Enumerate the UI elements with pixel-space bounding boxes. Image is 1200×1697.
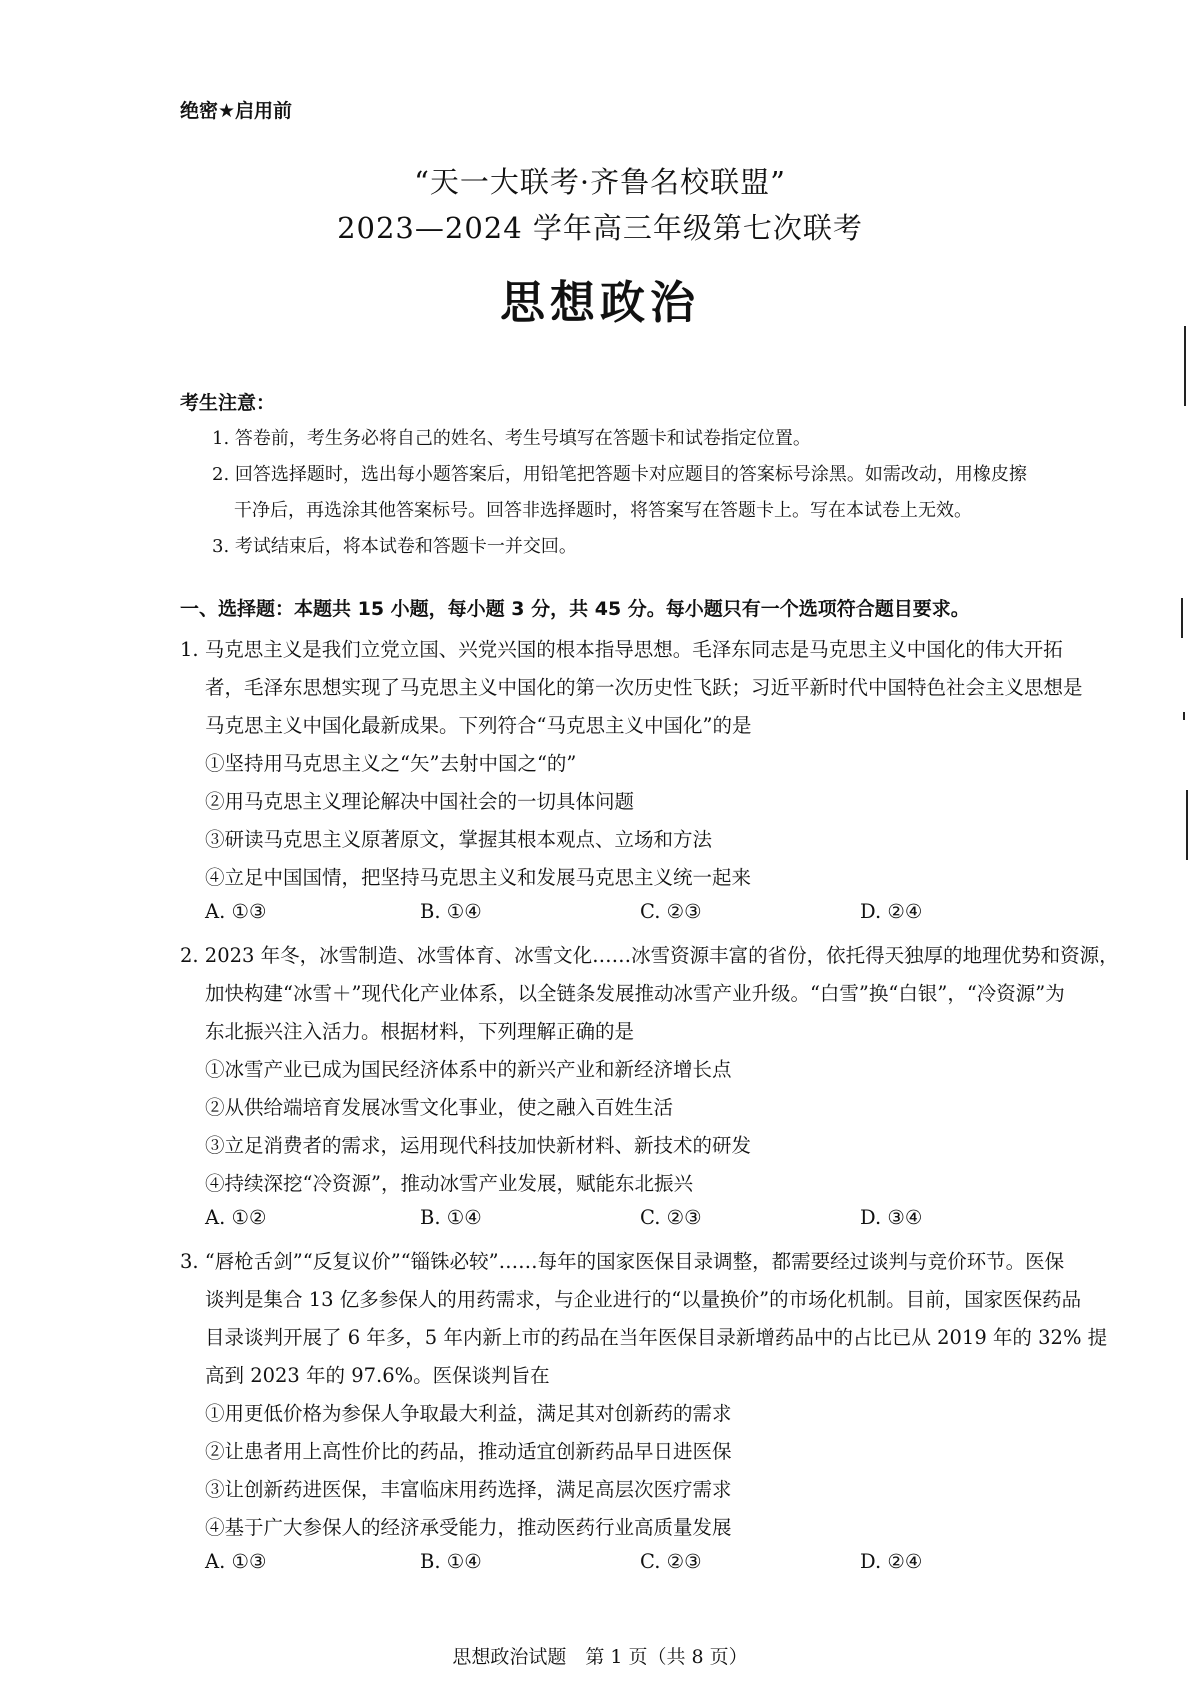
notice-item-2-line-2: 干净后，再选涂其他答案标号。回答非选择题时，将答案写在答题卡上。写在本试卷上无效。: [234, 500, 972, 521]
question-stem-line: 1. 马克思主义是我们立党立国、兴党兴国的根本指导思想。毛泽东同志是马克思主义中国化的伟大开拓: [180, 638, 1063, 661]
notice-title: 考生注意：: [180, 392, 276, 414]
answer-choice-b: B. ①④: [420, 1206, 482, 1229]
answer-choice-c: C. ②③: [640, 900, 702, 923]
section-title: 一、选择题：本题共 15 小题，每小题 3 分，共 45 分。每小题只有一个选项符合题目要求。: [180, 598, 970, 620]
notice-item-3: 3. 考试结束后，将本试卷和答题卡一并交回。: [212, 536, 577, 557]
question-option: ④持续深挖“冷资源”，推动冰雪产业发展，赋能东北振兴: [205, 1172, 693, 1195]
page-footer: 思想政治试题 第 1 页（共 8 页）: [452, 1646, 748, 1668]
question-option: ①用更低价格为参保人争取最大利益，满足其对创新药的需求: [205, 1402, 732, 1425]
scan-edge-mark: [1181, 598, 1183, 638]
notice-item-1: 1. 答卷前，考生务必将自己的姓名、考生号填写在答题卡和试卷指定位置。: [212, 428, 811, 449]
subject-title: 思想政治: [499, 276, 700, 329]
question-option: ③让创新药进医保，丰富临床用药选择，满足高层次医疗需求: [205, 1478, 732, 1501]
question-option: ①坚持用马克思主义之“矢”去射中国之“的”: [205, 752, 577, 775]
question-option: ②从供给端培育发展冰雪文化事业，使之融入百姓生活: [205, 1096, 674, 1119]
question-stem-line: 东北振兴注入活力。根据材料，下列理解正确的是: [205, 1020, 635, 1043]
confidential-label: 绝密★启用前: [180, 100, 293, 122]
question-option: ④立足中国国情，把坚持马克思主义和发展马克思主义统一起来: [205, 866, 752, 889]
scan-edge-mark: [1183, 712, 1185, 720]
answer-choice-d: D. ②④: [860, 1550, 923, 1573]
question-option: ①冰雪产业已成为国民经济体系中的新兴产业和新经济增长点: [205, 1058, 732, 1081]
answer-choice-c: C. ②③: [640, 1206, 702, 1229]
answer-choice-a: A. ①③: [205, 1550, 267, 1573]
scan-edge-mark: [1186, 790, 1188, 860]
question-stem-line: 谈判是集合 13 亿多参保人的用药需求，与企业进行的“以量换价”的市场化机制。目前，国家医保药品: [205, 1288, 1082, 1311]
question-option: ④基于广大参保人的经济承受能力，推动医药行业高质量发展: [205, 1516, 732, 1539]
question-stem-line: 2. 2023 年冬，冰雪制造、冰雪体育、冰雪文化……冰雪资源丰富的省份，依托得天独厚的地理优势和资源，: [180, 944, 1119, 967]
question-stem-line: 加快构建“冰雪＋”现代化产业体系，以全链条发展推动冰雪产业升级。“白雪”换“白银”，“冷资源”为: [205, 982, 1065, 1005]
question-option: ③立足消费者的需求，运用现代科技加快新材料、新技术的研发: [205, 1134, 752, 1157]
question-stem-line: 马克思主义中国化最新成果。下列符合“马克思主义中国化”的是: [205, 714, 752, 737]
answer-choice-b: B. ①④: [420, 1550, 482, 1573]
question-option: ②用马克思主义理论解决中国社会的一切具体问题: [205, 790, 635, 813]
answer-choice-d: D. ②④: [860, 900, 923, 923]
notice-item-2-line-1: 2. 回答选择题时，选出每小题答案后，用铅笔把答题卡对应题目的答案标号涂黑。如需改动，用橡皮擦: [212, 464, 1027, 485]
answer-choice-d: D. ③④: [860, 1206, 923, 1229]
question-option: ②让患者用上高性价比的药品，推动适宜创新药品早日进医保: [205, 1440, 732, 1463]
answer-choice-a: A. ①③: [205, 900, 267, 923]
question-stem-line: 目录谈判开展了 6 年多，5 年内新上市的药品在当年医保目录新增药品中的占比已从 2019 年的 32% 提: [205, 1326, 1108, 1349]
question-option: ③研读马克思主义原著原文，掌握其根本观点、立场和方法: [205, 828, 713, 851]
exam-session-title: 2023—2024 学年高三年级第七次联考: [337, 211, 863, 245]
exam-alliance-title: “天一大联考·齐鲁名校联盟”: [414, 165, 786, 199]
question-stem-line: 3. “唇枪舌剑”“反复议价”“锱铢必较”……每年的国家医保目录调整，都需要经过谈判与竞价环节。医保: [180, 1250, 1065, 1273]
answer-choice-c: C. ②③: [640, 1550, 702, 1573]
scan-edge-mark: [1184, 326, 1186, 406]
answer-choice-a: A. ①②: [205, 1206, 267, 1229]
answer-choice-b: B. ①④: [420, 900, 482, 923]
question-stem-line: 高到 2023 年的 97.6%。医保谈判旨在: [205, 1364, 550, 1387]
question-stem-line: 者，毛泽东思想实现了马克思主义中国化的第一次历史性飞跃；习近平新时代中国特色社会主义思想是: [205, 676, 1083, 699]
